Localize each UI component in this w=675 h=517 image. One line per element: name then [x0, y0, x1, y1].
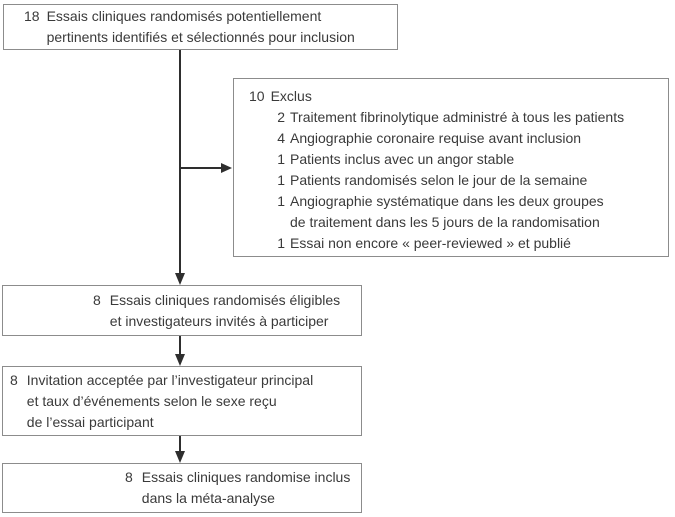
reason-text — [290, 233, 571, 254]
arrowhead-down-icon — [175, 354, 185, 366]
exclusion-reasons — [274, 107, 660, 254]
text-line: de l’essai participant — [26, 413, 154, 430]
reason-count: 1 — [277, 193, 285, 209]
excluded-header — [234, 86, 660, 107]
count-excluded: 10 — [249, 88, 265, 104]
text-line: Angiographie coronaire requise avant inclusion — [290, 130, 582, 146]
reason-count: 4 — [277, 130, 285, 146]
arrowhead-down-icon — [175, 273, 185, 285]
reason-text — [290, 107, 624, 128]
exclusion-reason — [274, 233, 660, 254]
connector-identified-to-eligible — [179, 50, 181, 275]
count-eligible: 8 — [93, 291, 101, 308]
connector-accepted-to-included — [179, 436, 181, 452]
text-line: Patients inclus avec un angor stable — [290, 151, 515, 167]
count-identified: 18 — [24, 8, 40, 24]
box-content — [24, 6, 355, 48]
box-trials-eligible — [2, 285, 362, 336]
reason-text — [290, 170, 587, 191]
box-text — [142, 467, 351, 509]
text-line: de traitement dans les 5 jours de la randomisation — [290, 214, 600, 230]
box-invitation-accepted — [2, 366, 362, 436]
exclusion-reason — [274, 107, 660, 128]
text-line: Essais cliniques randomisés potentiellement — [46, 8, 322, 24]
text-line: Patients randomisés selon le jour de la semaine — [290, 172, 588, 188]
exclusion-reason — [274, 170, 660, 191]
text-line: et investigateurs invités à participer — [109, 312, 329, 329]
box-text — [47, 6, 355, 48]
text-line: et taux d’événements selon le sexe reçu — [26, 392, 277, 409]
reason-count: 1 — [277, 235, 285, 251]
text-line: Traitement fibrinolytique administré à tous les patients — [290, 109, 625, 125]
box-included-meta-analysis — [2, 463, 362, 513]
excluded-label: Exclus — [270, 88, 312, 104]
text-line: dans la méta-analyse — [141, 490, 275, 506]
exclusion-reason — [274, 191, 660, 233]
text-line: Invitation acceptée par l’investigateur principal — [26, 371, 314, 388]
box-text — [27, 370, 313, 433]
box-excluded — [233, 78, 669, 257]
box-text — [110, 290, 340, 332]
reason-count: 1 — [277, 151, 285, 167]
count-included: 8 — [125, 469, 133, 485]
exclusion-reason — [274, 128, 660, 149]
count-accepted: 8 — [10, 371, 18, 388]
box-content — [93, 290, 340, 332]
text-line: Essais cliniques randomisés éligibles — [109, 291, 341, 308]
reason-text — [290, 191, 604, 233]
box-content — [125, 467, 350, 509]
reason-text — [290, 128, 581, 149]
text-line: Angiographie systématique dans les deux groupes — [290, 193, 604, 209]
text-line: Essai non encore « peer-reviewed » et publié — [290, 235, 571, 251]
reason-count: 1 — [277, 172, 285, 188]
box-trials-identified — [3, 4, 398, 50]
arrowhead-right-icon — [221, 163, 232, 173]
connector-eligible-to-accepted — [179, 336, 181, 356]
reason-text — [290, 149, 514, 170]
reason-count: 2 — [277, 109, 285, 125]
arrowhead-down-icon — [175, 451, 185, 463]
text-line: Essais cliniques randomise inclus — [141, 469, 351, 485]
connector-branch-to-excluded — [180, 167, 222, 169]
box-content — [10, 370, 313, 433]
text-line: pertinents identifiés et sélectionnés pour inclusion — [46, 29, 355, 45]
exclusion-reason — [274, 149, 660, 170]
